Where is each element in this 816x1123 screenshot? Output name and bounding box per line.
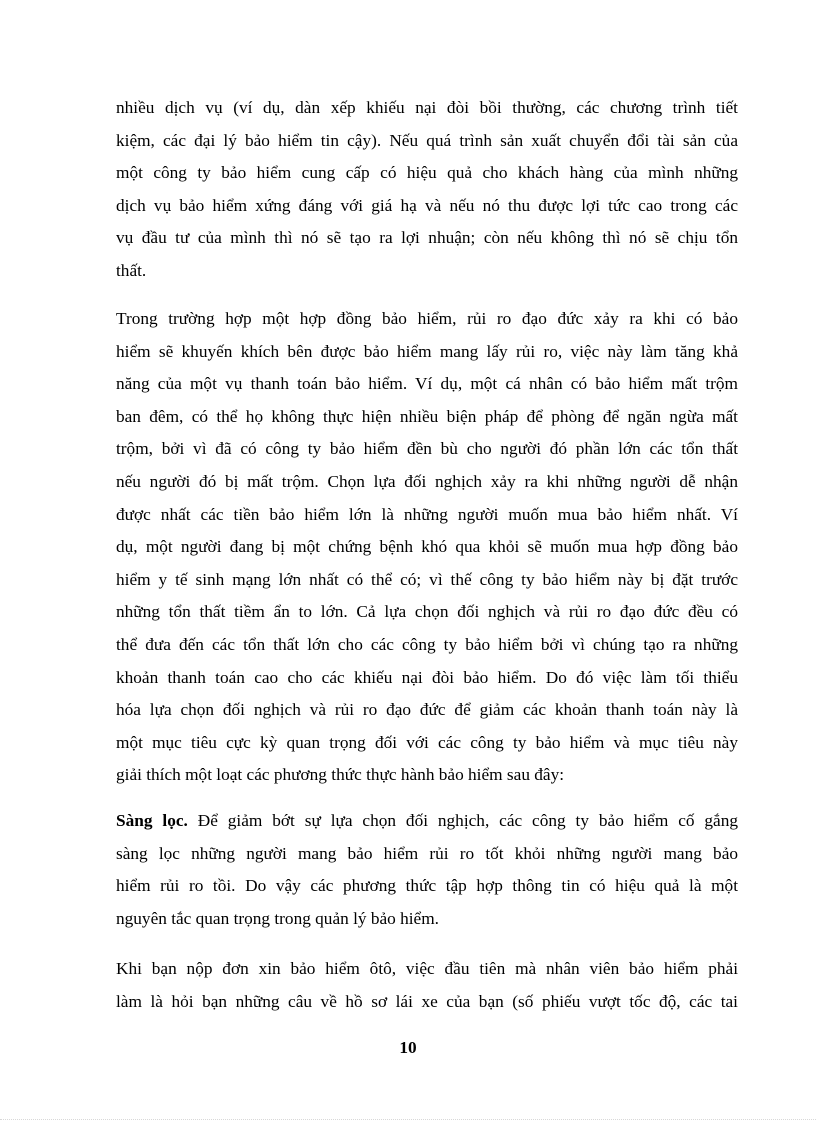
text-line: được nhất các tiền bảo hiểm lớn là những người muốn mua bảo hiểm nhất. Ví (116, 504, 738, 524)
page-bottom-divider (0, 1119, 816, 1120)
text-line: hóa lựa chọn đối nghịch và rủi ro đạo đức để giảm các khoản thanh toán này là (116, 700, 738, 720)
text-line: dụ, một người đang bị một chứng bệnh khó qua khỏi sẽ muốn mua hợp đồng bảo (116, 537, 738, 557)
text-line: Trong trường hợp một hợp đồng bảo hiểm, rủi ro đạo đức xảy ra khi có bảo (116, 309, 738, 328)
text-line: thể đưa đến các tổn thất lớn cho các công ty bảo hiểm bởi vì chúng tạo ra những (116, 634, 738, 654)
paragraph-heading: Sàng lọc. (116, 811, 188, 830)
text-line: làm là hỏi bạn những câu về hồ sơ lái xe của bạn (số phiếu vượt tốc độ, các tai (116, 991, 738, 1011)
text-line: nguyên tắc quan trọng trong quản lý bảo hiểm. (116, 908, 439, 928)
text-line: nhiều dịch vụ (ví dụ, dàn xếp khiếu nại đòi bồi thường, các chương trình tiết (116, 98, 738, 117)
paragraph-3 (116, 805, 738, 935)
text-line: hiểm sẽ khuyến khích bên được bảo hiểm mang lấy rủi ro, việc này làm tăng khả (116, 341, 738, 361)
text-line: dịch vụ bảo hiểm xứng đáng với giá hạ và nếu nó thu được lợi tức cao trong các (116, 195, 738, 215)
text-line (116, 805, 738, 838)
text-line: ban đêm, có thể họ không thực hiện nhiều biện pháp để phòng để ngăn ngừa mất (116, 406, 738, 426)
text-line: một công ty bảo hiểm cung cấp có hiệu quả cho khách hàng của mình những (116, 163, 738, 183)
text-line: khoản thanh toán cao cho các khiếu nại đòi bảo hiểm. Do đó việc làm tối thiểu (116, 667, 738, 687)
page-number: 10 (399, 1038, 417, 1057)
text-line: Khi bạn nộp đơn xin bảo hiểm ôtô, việc đầu tiên mà nhân viên bảo hiểm phải (116, 959, 738, 978)
text-line: sàng lọc những người mang bảo hiểm rủi ro tốt khỏi những người mang bảo (116, 843, 738, 863)
text-line: vụ đầu tư của mình thì nó sẽ tạo ra lợi nhuận; còn nếu không thì nó sẽ chịu tổn (116, 228, 738, 248)
text-line: giải thích một loạt các phương thức thực hành bảo hiểm sau đây: (116, 765, 565, 785)
text-line: trộm, bởi vì đã có công ty bảo hiểm đền bù cho người đó phần lớn các tổn thất (116, 439, 738, 459)
text-line: hiểm rủi ro tồi. Do vậy các phương thức tập hợp thông tin có hiệu quả là một (116, 876, 738, 896)
paragraph-4 (116, 953, 738, 1018)
paragraph-2 (116, 303, 738, 792)
text-line: nếu người đó bị mất trộm. Chọn lựa đối nghịch xảy ra khi những người dễ nhận (116, 471, 738, 491)
text-line: một mục tiêu cực kỳ quan trọng đối với các công ty bảo hiểm và mục tiêu này (116, 732, 738, 752)
text-line: những tổn thất tiềm ẩn to lớn. Cả lựa chọn đối nghịch và rủi ro đạo đức đều có (116, 602, 738, 622)
text-line: hiểm y tế sinh mạng lớn nhất có thể có; vì thế công ty bảo hiểm này bị đặt trước (116, 569, 738, 589)
paragraph-1 (116, 92, 738, 288)
text-line: thất. (116, 260, 147, 280)
text-line: năng của một vụ thanh toán bảo hiểm. Ví dụ, một cá nhân có bảo hiểm mất trộm (116, 374, 738, 394)
text-line: kiệm, các đại lý bảo hiểm tin cậy). Nếu quá trình sản xuất chuyển đổi tài sản của (116, 130, 738, 150)
text-line-rest: Để giảm bớt sự lựa chọn đối nghịch, các công ty bảo hiểm cố gắng (187, 811, 738, 830)
